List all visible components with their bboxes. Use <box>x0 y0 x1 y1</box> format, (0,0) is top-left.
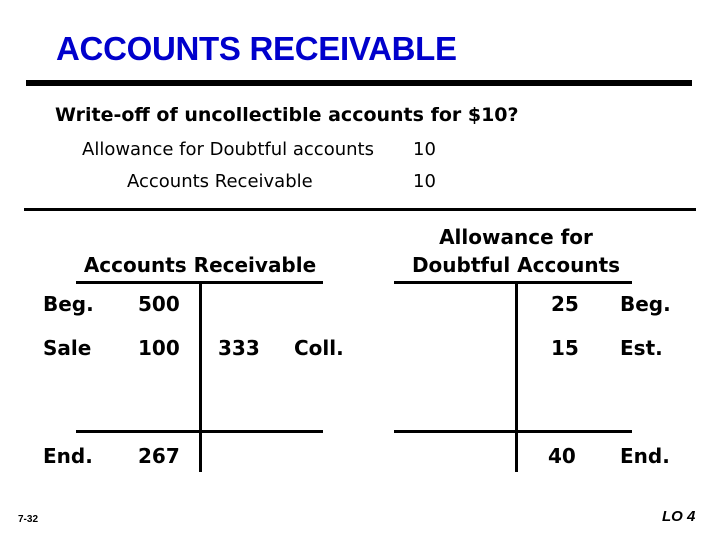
ar-end-value: 267 <box>138 444 180 468</box>
learning-objective: LO 4 <box>662 508 696 525</box>
allowance-title-line1: Allowance for <box>439 225 593 249</box>
journal-credit-amount: 10 <box>413 171 436 192</box>
allowance-title-line2: Doubtful Accounts <box>411 253 621 277</box>
ar-end-label: End. <box>43 444 93 468</box>
journal-debit-amount: 10 <box>413 139 436 160</box>
ar-bottom-rule <box>76 430 323 433</box>
allowance-est-value: 15 <box>551 336 579 360</box>
section-divider <box>24 208 696 211</box>
title-underline <box>26 80 692 86</box>
ar-coll-label: Coll. <box>294 336 344 360</box>
question-text: Write-off of uncollectible accounts for $10? <box>55 104 519 126</box>
ar-beg-value: 500 <box>138 292 180 316</box>
allowance-est-label: Est. <box>620 336 663 360</box>
allowance-beg-value: 25 <box>551 292 579 316</box>
allowance-beg-label: Beg. <box>620 292 671 316</box>
allowance-end-label: End. <box>620 444 670 468</box>
journal-debit-account: Allowance for Doubtful accounts <box>82 139 374 160</box>
slide-title: ACCOUNTS RECEIVABLE <box>56 30 457 67</box>
slide-number: 7-32 <box>18 514 39 525</box>
ar-sale-label: Sale <box>43 336 92 360</box>
ar-account-title: Accounts Receivable <box>83 253 317 277</box>
allowance-center-rule <box>515 282 518 472</box>
ar-coll-value: 333 <box>218 336 260 360</box>
allowance-top-rule <box>394 281 632 284</box>
ar-center-rule <box>199 282 202 472</box>
ar-sale-value: 100 <box>138 336 180 360</box>
ar-beg-label: Beg. <box>43 292 94 316</box>
journal-credit-account: Accounts Receivable <box>127 171 313 192</box>
allowance-bottom-rule <box>394 430 632 433</box>
allowance-end-value: 40 <box>548 444 576 468</box>
